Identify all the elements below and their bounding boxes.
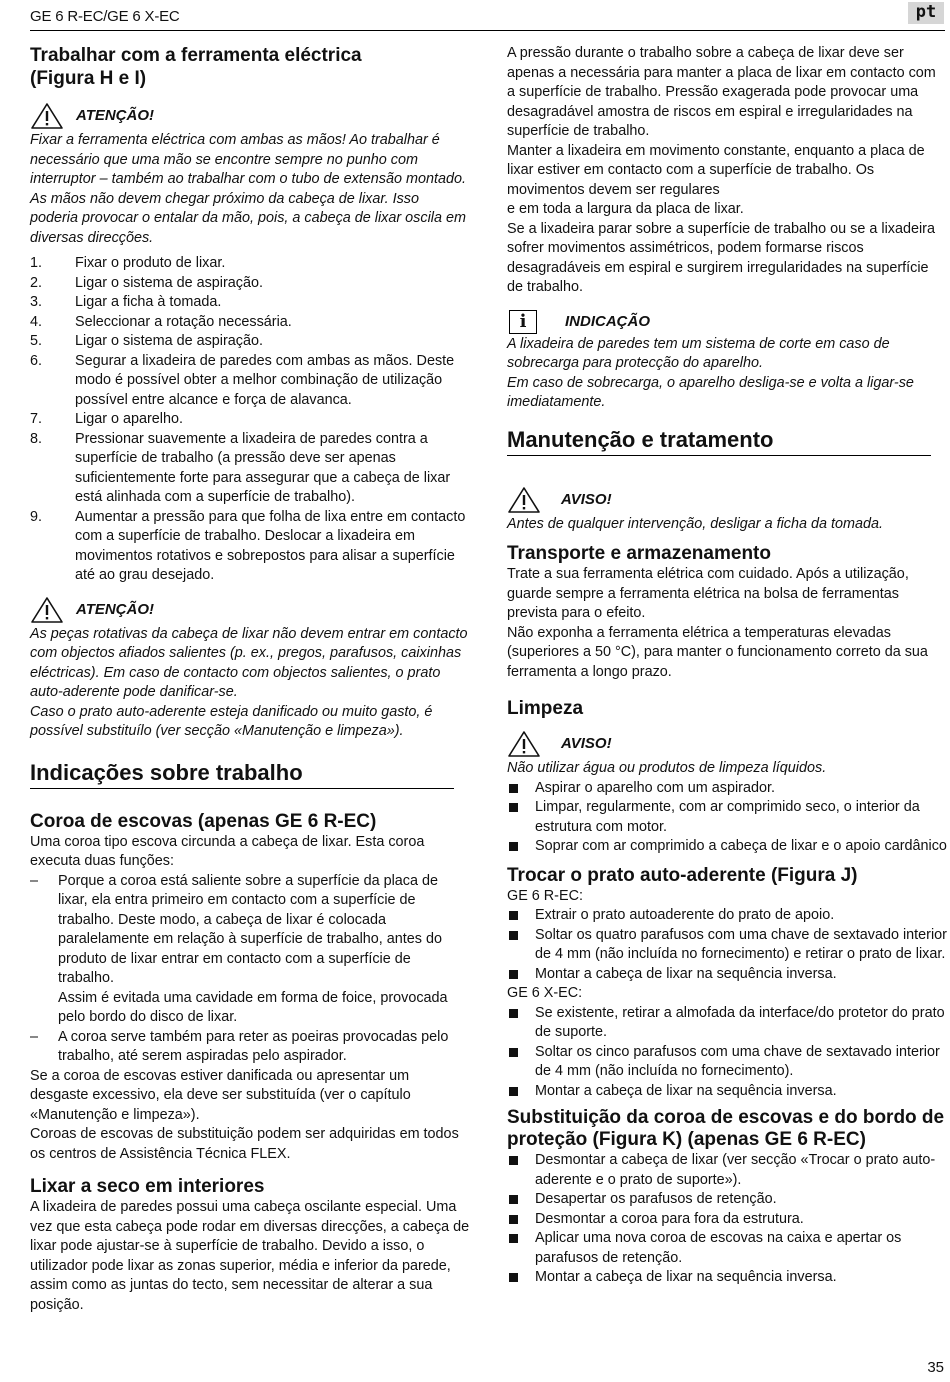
paragraph: e em toda a largura da placa de lixar.	[507, 201, 744, 217]
warning-text: Antes de qualquer intervenção, desligar a ficha da tomada.	[507, 515, 883, 532]
attention-notice	[30, 102, 470, 130]
attention-text: As peças rotativas da cabeça de lixar não devem entrar em contacto com objectos afiados salientes (p. ex., pregos, parafusos, caixinhas eléctricas). Em caso de contacto com objectos salientes, o prato auto-aderente pode danificar-se.	[30, 625, 468, 700]
subsection-title-brush: Coroa de escovas (apenas GE 6 R-EC)	[30, 810, 377, 832]
attention-text: Caso o prato auto-aderente esteja danificado ou muito gasto, é possível substituílo (ver secção «Manutenção e limpeza»).	[30, 703, 433, 739]
header-rule	[30, 30, 945, 31]
subsection-title-replace: Substituição da coroa de escovas e do bordo de proteção (Figura K) (apenas GE 6 R-EC)	[507, 1107, 945, 1150]
list-item: Soltar os quatro parafusos com uma chave de sextavado interior de 4 mm (não incluída no fornecimento) e retirar o prato de lixar.	[507, 926, 947, 965]
list-item: Aplicar uma nova coroa de escovas na caixa e apertar os parafusos de retenção.	[507, 1229, 947, 1268]
model-label: GE 6 R-EC:	[507, 887, 583, 904]
list-item: Desapertar os parafusos de retenção.	[507, 1190, 947, 1210]
right-column	[507, 44, 947, 1288]
warning-triangle-icon	[30, 102, 64, 130]
subsection-title-cleaning: Limpeza	[507, 698, 584, 719]
list-item: Montar a cabeça de lixar na sequência inversa.	[507, 965, 947, 985]
replace-list	[507, 1151, 947, 1288]
attention-notice-2	[30, 596, 470, 624]
left-column	[30, 44, 470, 1315]
list-item: Soprar com ar comprimido a cabeça de lixar e o apoio cardânico	[507, 837, 947, 857]
list-item: Desmontar a cabeça de lixar (ver secção «Trocar o prato auto-aderente e o prato de suporte»).	[507, 1151, 947, 1190]
paragraph: Se a lixadeira parar sobre a superfície de trabalho ou se a lixadeira sofrer movimentos assimétricos, podem formarse riscos desagradáveis em espiral e surgirem irregularidades na superfície de trabalho.	[507, 220, 935, 295]
paragraph: Manter a lixadeira em movimento constante, enquanto a placa de lixar estiver em contacto com a superfície de trabalho. Os movimentos devem ser regulares	[507, 142, 925, 198]
list-item: Se existente, retirar a almofada da interface/do protetor do prato de suporte.	[507, 1004, 947, 1043]
note-text: A lixadeira de paredes tem um sistema de corte em caso de sobrecarga para protecção do aparelho.	[507, 335, 890, 371]
subsection-title-transport: Transporte e armazenamento	[507, 543, 771, 564]
list-item: 6. Segurar a lixadeira de paredes com ambas as mãos. Deste modo é possível obter a melhor combinação de utilização possível entre alcance e força de alavanca.	[30, 352, 455, 408]
note-text: Em caso de sobrecarga, o aparelho desliga-se e volta a ligar-se imediatamente.	[507, 374, 914, 410]
warning-notice	[507, 486, 947, 514]
info-icon: i	[509, 310, 537, 334]
warning-text: Não utilizar água ou produtos de limpeza líquidos.	[507, 760, 827, 776]
note-label: INDICAÇÃO	[565, 312, 650, 330]
list-item: 4. Seleccionar a rotação necessária.	[30, 313, 292, 330]
warning-triangle-icon	[507, 730, 541, 758]
list-item: Soltar os cinco parafusos com uma chave de sextavado interior de 4 mm (não incluída no fornecimento).	[507, 1043, 947, 1082]
list-item: 8. Pressionar suavemente a lixadeira de paredes contra a superfície de trabalho (a pressão deve ser apenas suficientemente forte para assegurar que a cabeça de lixar está alinhada com a superfície de trabalho).	[30, 430, 451, 505]
attention-label: ATENÇÃO!	[76, 107, 155, 125]
list-item: Aspirar o aparelho com um aspirador.	[507, 779, 947, 799]
list-item: 3. Ligar a ficha à tomada.	[30, 294, 222, 310]
paragraph: Coroas de escovas de substituição podem ser adquiridas em todos os centros de Assistência Técnica FLEX.	[30, 1126, 459, 1162]
paragraph: Não exponha a ferramenta elétrica a temperaturas elevadas (superiores a 50 °C), para manter o funcionamento correto da sua ferramenta a longo prazo.	[507, 624, 928, 680]
list-item: Extrair o prato autoaderente do prato de apoio.	[507, 906, 947, 926]
list-item: 9. Aumentar a pressão para que folha de lixa entre em contacto com a superfície de trabalho. Deslocar a lixadeira em movimentos rotativos e sobrepostos para alisar a superfície até ao grau desejado.	[30, 508, 466, 583]
pad-list-r-ec	[507, 906, 947, 984]
list-item: Desmontar a coroa para fora da estrutura.	[507, 1210, 947, 1230]
list-item: Limpar, regularmente, com ar comprimido seco, o interior da estrutura com motor.	[507, 798, 947, 837]
subsection-title-dry-sanding: Lixar a seco em interiores	[30, 1176, 265, 1197]
paragraph: A lixadeira de paredes possui uma cabeça oscilante especial. Uma vez que esta cabeça pode rodar em diversas direcções, a cabeça de lixar pode ajustar-se à superfície de trabalho. Devido a isso, o utilizador pode lixar as zonas superior, média e inferior da parede, assim como as juntas do tecto, sem necessitar de alterar a sua posição.	[30, 1199, 470, 1313]
subsection-title-pad: Trocar o prato auto-aderente (Figura J)	[507, 864, 858, 886]
brush-functions-list	[30, 872, 470, 1067]
language-tab: pt	[908, 2, 944, 24]
section-title-maintenance: Manutenção e tratamento	[507, 427, 931, 456]
warning-triangle-icon	[507, 486, 541, 514]
warning-label: AVISO!	[561, 490, 612, 508]
attention-text: Fixar a ferramenta eléctrica com ambas as mãos! Ao trabalhar é necessário que uma mão se encontre sempre no punho com interruptor – também ao trabalhar com o tubo de extensão montado. As mãos não devem chegar próximo da cabeça de lixar. Isso poderia provocar o entalar da mão, pois, a cabeça de lixar oscila em diversas direcções.	[30, 132, 466, 246]
list-item: – Porque a coroa está saliente sobre a superfície da placa de lixar, ela entra primeiro em contacto com a superfície de trabalho. Deste modo, a cabeça de lixar é colocada paralelamente em relação à superfície de trabalho, antes do produto de lixar entrar em contacto com a superfície de trabalho. Assim é evitada uma cavidade em forma de foice, provocada pelo bordo do disco de lixar.	[30, 872, 470, 1028]
list-item: 2. Ligar o sistema de aspiração.	[30, 274, 263, 291]
list-item: 1. Fixar o produto de lixar.	[30, 255, 226, 271]
cleaning-list	[507, 779, 947, 857]
pad-list-x-ec	[507, 1004, 947, 1102]
section-heading-working: Trabalhar com a ferramenta eléctrica (Figura H e I)	[30, 45, 362, 89]
list-item: 5. Ligar o sistema de aspiração.	[30, 333, 263, 349]
running-header-title: GE 6 R-EC/GE 6 X-EC	[30, 8, 180, 25]
list-item: – A coroa serve também para reter as poeiras provocadas pelo trabalho, até serem aspiradas pelo aspirador.	[30, 1028, 470, 1067]
paragraph: Uma coroa tipo escova circunda a cabeça de lixar. Esta coroa executa duas funções:	[30, 833, 425, 869]
paragraph: A pressão durante o trabalho sobre a cabeça de lixar deve ser apenas a necessária para manter a placa de lixar em contacto com a superfície de trabalho. Pressão exagerada pode provocar uma desagradável amostra de riscos em espiral e irregularidades na superfície de trabalho.	[507, 45, 936, 139]
model-label: GE 6 X-EC:	[507, 985, 583, 1001]
warning-notice	[507, 730, 947, 758]
attention-label: ATENÇÃO!	[76, 600, 155, 618]
paragraph: Trate a sua ferramenta elétrica com cuidado. Após a utilização, guarde sempre a ferramenta elétrica na bolsa de ferramentas prevista para o efeito.	[507, 566, 909, 621]
list-item: Montar a cabeça de lixar na sequência inversa.	[507, 1268, 947, 1288]
warning-label: AVISO!	[561, 735, 612, 753]
list-item: 7. Ligar o aparelho.	[30, 411, 184, 427]
info-notice	[507, 310, 947, 334]
list-item: Montar a cabeça de lixar na sequência inversa.	[507, 1082, 947, 1102]
work-steps-list	[30, 254, 470, 586]
section-title-work-tips: Indicações sobre trabalho	[30, 760, 454, 789]
warning-triangle-icon	[30, 596, 64, 624]
paragraph: Se a coroa de escovas estiver danificada ou apresentar um desgaste excessivo, ela deve ser substituída (ver o capítulo «Manutenção e limpeza»).	[30, 1067, 411, 1123]
page-number: 35	[927, 1359, 944, 1376]
